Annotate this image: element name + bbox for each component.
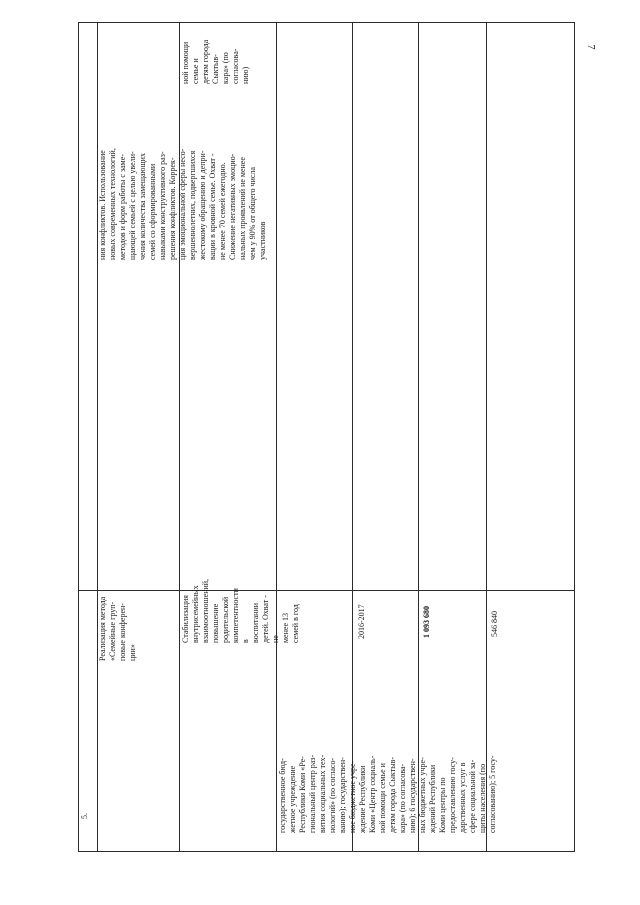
table-divider-row4-row5	[78, 590, 575, 591]
col-divider-6	[486, 22, 487, 852]
row5-total: 1 093 680	[422, 606, 431, 638]
table-border-left	[78, 851, 575, 852]
col-divider-2	[179, 22, 180, 852]
row5-measure-name: Реализация метода «Семейные груп- повые конферен- ции»	[98, 596, 137, 661]
table-border-top	[78, 22, 79, 852]
col-divider-4	[352, 22, 353, 852]
row5-number: 5.	[80, 813, 89, 819]
page-number: 7	[585, 44, 596, 50]
table-border-bottom	[574, 22, 575, 852]
measures-table	[78, 22, 575, 852]
row4-result-text: ния конфликтов. Использование новых современных технологий, методов и форм работы с заме- щающей семьей с целью увели- чения количества замещающих семей со сформированными навыками конструктивного раз- решения конфликтов. Коррек- ция эмоциональной сферы несо- вершеннолетних, подвергшихся жестокому обращению и депри- вации в кровной семье. Охват - не менее 70 семей ежегодно. Снижение негативных эмоцио- нальных проявлений не менее чем у 90% от общего числа участников	[98, 148, 267, 260]
table-border-right	[78, 22, 575, 23]
row4-executors-text: ной помощи семье и детям города Сыктыв- кара» (по согласова- нию)	[181, 39, 250, 84]
col-divider-5	[418, 22, 419, 852]
table-rotated-frame	[78, 22, 575, 852]
row5-expected-result: Стабилизация внутрисемейных взаимоотношений, повышение родительской компетентности в воспитании детей. Охват - не менее 13 семей в год	[181, 578, 300, 643]
row5-period: 2016-2017	[357, 604, 366, 639]
col-divider-3	[276, 22, 277, 852]
row5-executors: государственное бюд- жетное учреждение Республики Коми «Ре- гиональный центр раз- вития социальных тех- нологий» (по согласо- ванию); государствен- ное бюджетное учре- ждение Республики Коми «Центр социаль- ной помощи семье и детям города Сыктыв- кара» (по согласова- нию); 6 государствен- ных бюджетных учре- ждений Республики Коми центры по предоставлению госу- дарственных услуг в сфере социальной за- щиты населения (по согласованию); 5 госу-	[278, 754, 497, 833]
row5-value-a: 546 840	[490, 611, 499, 637]
